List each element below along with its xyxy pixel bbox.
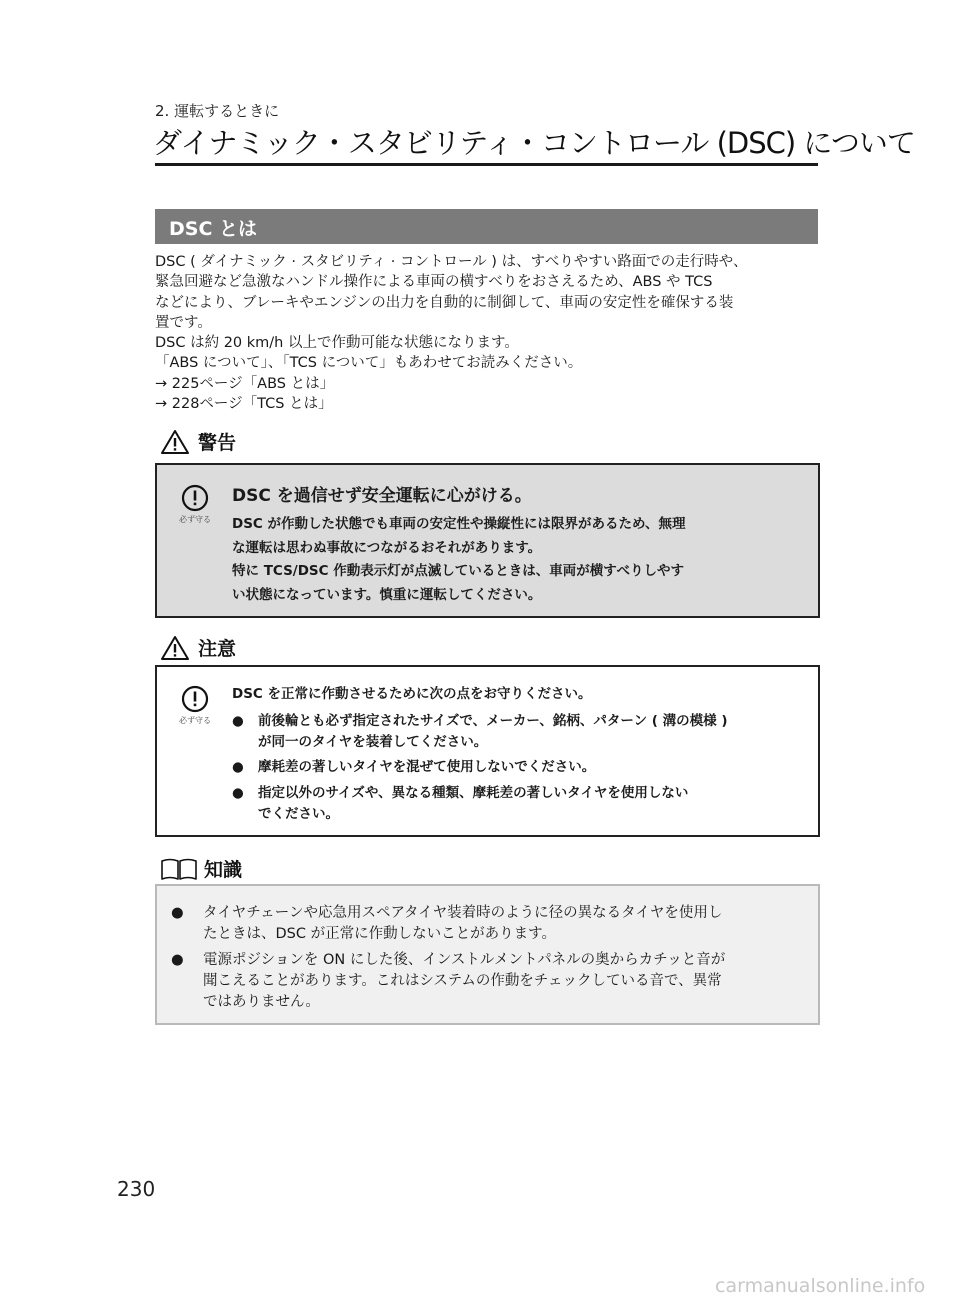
- bullet-icon: ●: [232, 713, 244, 729]
- intro-line: などにより、ブレーキやエンジンの出力を自動的に制御して、車両の安定性を確保する装: [155, 294, 734, 311]
- warning-line: 特に TCS/DSC 作動表示灯が点滅しているときは、車両が横すべりしやす: [232, 563, 684, 579]
- knowledge-item: [171, 903, 801, 945]
- knowledge-box: [155, 884, 820, 1025]
- knowledge-item: [171, 950, 801, 1013]
- intro-line: 緊急回避など急激なハンドル操作による車両の横すべりをおさえるため、ABS や TCS: [155, 274, 713, 291]
- caution-triangle-icon: [160, 635, 190, 661]
- warning-line: な運転は思わぬ事故につながるおそれがあります。: [232, 539, 542, 556]
- page-number: 230: [117, 1177, 156, 1201]
- knowledge-item-line: 電源ポジションを ON にした後、インストルメントパネルの奥からカチッと音が: [203, 952, 726, 968]
- page-reference-link[interactable]: → 228ページ「TCS とは」: [155, 396, 333, 413]
- watermark: carmanualsonline.info: [715, 1275, 926, 1297]
- intro-line: 置です。: [155, 314, 212, 331]
- warning-triangle-icon: [160, 429, 190, 455]
- page-title: ダイナミック・スタビリティ・コントロール (DSC) について: [153, 126, 915, 160]
- title-rule: [155, 163, 818, 166]
- caution-item-line: 前後輪とも必ず指定されたサイズで、メーカー、銘柄、パターン ( 溝の模様 ): [258, 713, 728, 729]
- caution-item: [232, 757, 807, 778]
- warning-heading: [160, 428, 236, 455]
- section-band: [155, 209, 818, 244]
- section-label: 2. 運転するときに: [155, 102, 280, 120]
- knowledge-heading-label: 知識: [204, 859, 243, 881]
- warning-title: DSC を過信せず安全運転に心がける。: [232, 486, 532, 506]
- caution-item-line: でください。: [258, 806, 339, 822]
- intro-line: 「ABS について」、「TCS について」もあわせてお読みください。: [155, 355, 583, 372]
- exclamation-circle-icon: [181, 685, 209, 713]
- caution-item: [232, 783, 807, 825]
- book-icon: [160, 857, 198, 881]
- caution-box: [155, 665, 820, 837]
- bullet-icon: ●: [232, 785, 244, 801]
- caution-title: DSC を正常に作動させるために次の点をお守りください。: [232, 686, 592, 702]
- must-observe-badge: [175, 685, 215, 726]
- must-observe-badge: [175, 484, 215, 525]
- warning-line: い状態になっています。慎重に運転してください。: [232, 586, 542, 603]
- bullet-icon: ●: [171, 905, 184, 921]
- knowledge-item-line: たときは、DSC が正常に作動しないことがあります。: [203, 926, 556, 942]
- intro-line: DSC は約 20 km/h 以上で作動可能な状態になります。: [155, 335, 519, 352]
- page-reference-link[interactable]: → 225ページ「ABS とは」: [155, 375, 335, 392]
- knowledge-item-line: タイヤチェーンや応急用スペアタイヤ装着時のように径の異なるタイヤを使用し: [203, 905, 723, 921]
- caution-heading-label: 注意: [198, 638, 237, 660]
- exclamation-circle-icon: [181, 484, 209, 512]
- section-band-label: DSC とは: [169, 218, 258, 240]
- warning-heading-label: 警告: [198, 432, 237, 454]
- caution-item: [232, 711, 807, 753]
- intro-line: DSC ( ダイナミック · スタビリティ · コントロール ) は、すべりやすい路面での走行時や、: [155, 254, 748, 270]
- knowledge-item-line: 聞こえることがあります。これはシステムの作動をチェックしている音で、異常: [203, 973, 722, 989]
- caution-item-line: 指定以外のサイズや、異なる種類、摩耗差の著しいタイヤを使用しない: [258, 785, 689, 801]
- intro-paragraph: [155, 252, 820, 414]
- bullet-icon: ●: [171, 952, 184, 968]
- caution-item-line: 摩耗差の著しいタイヤを混ぜて使用しないでください。: [258, 759, 596, 775]
- warning-line: DSC が作動した状態でも車両の安定性や操縦性には限界があるため、無理: [232, 516, 686, 532]
- caution-item-line: が同一のタイヤを装着してください。: [258, 734, 488, 750]
- caution-heading: [160, 634, 236, 661]
- knowledge-item-line: ではありません。: [203, 994, 320, 1010]
- knowledge-heading: [160, 855, 242, 882]
- warning-body: [232, 513, 804, 607]
- warning-box: [155, 463, 820, 618]
- bullet-icon: ●: [232, 759, 244, 775]
- must-observe-caption: 必ず守る: [179, 716, 211, 725]
- must-observe-caption: 必ず守る: [179, 515, 211, 524]
